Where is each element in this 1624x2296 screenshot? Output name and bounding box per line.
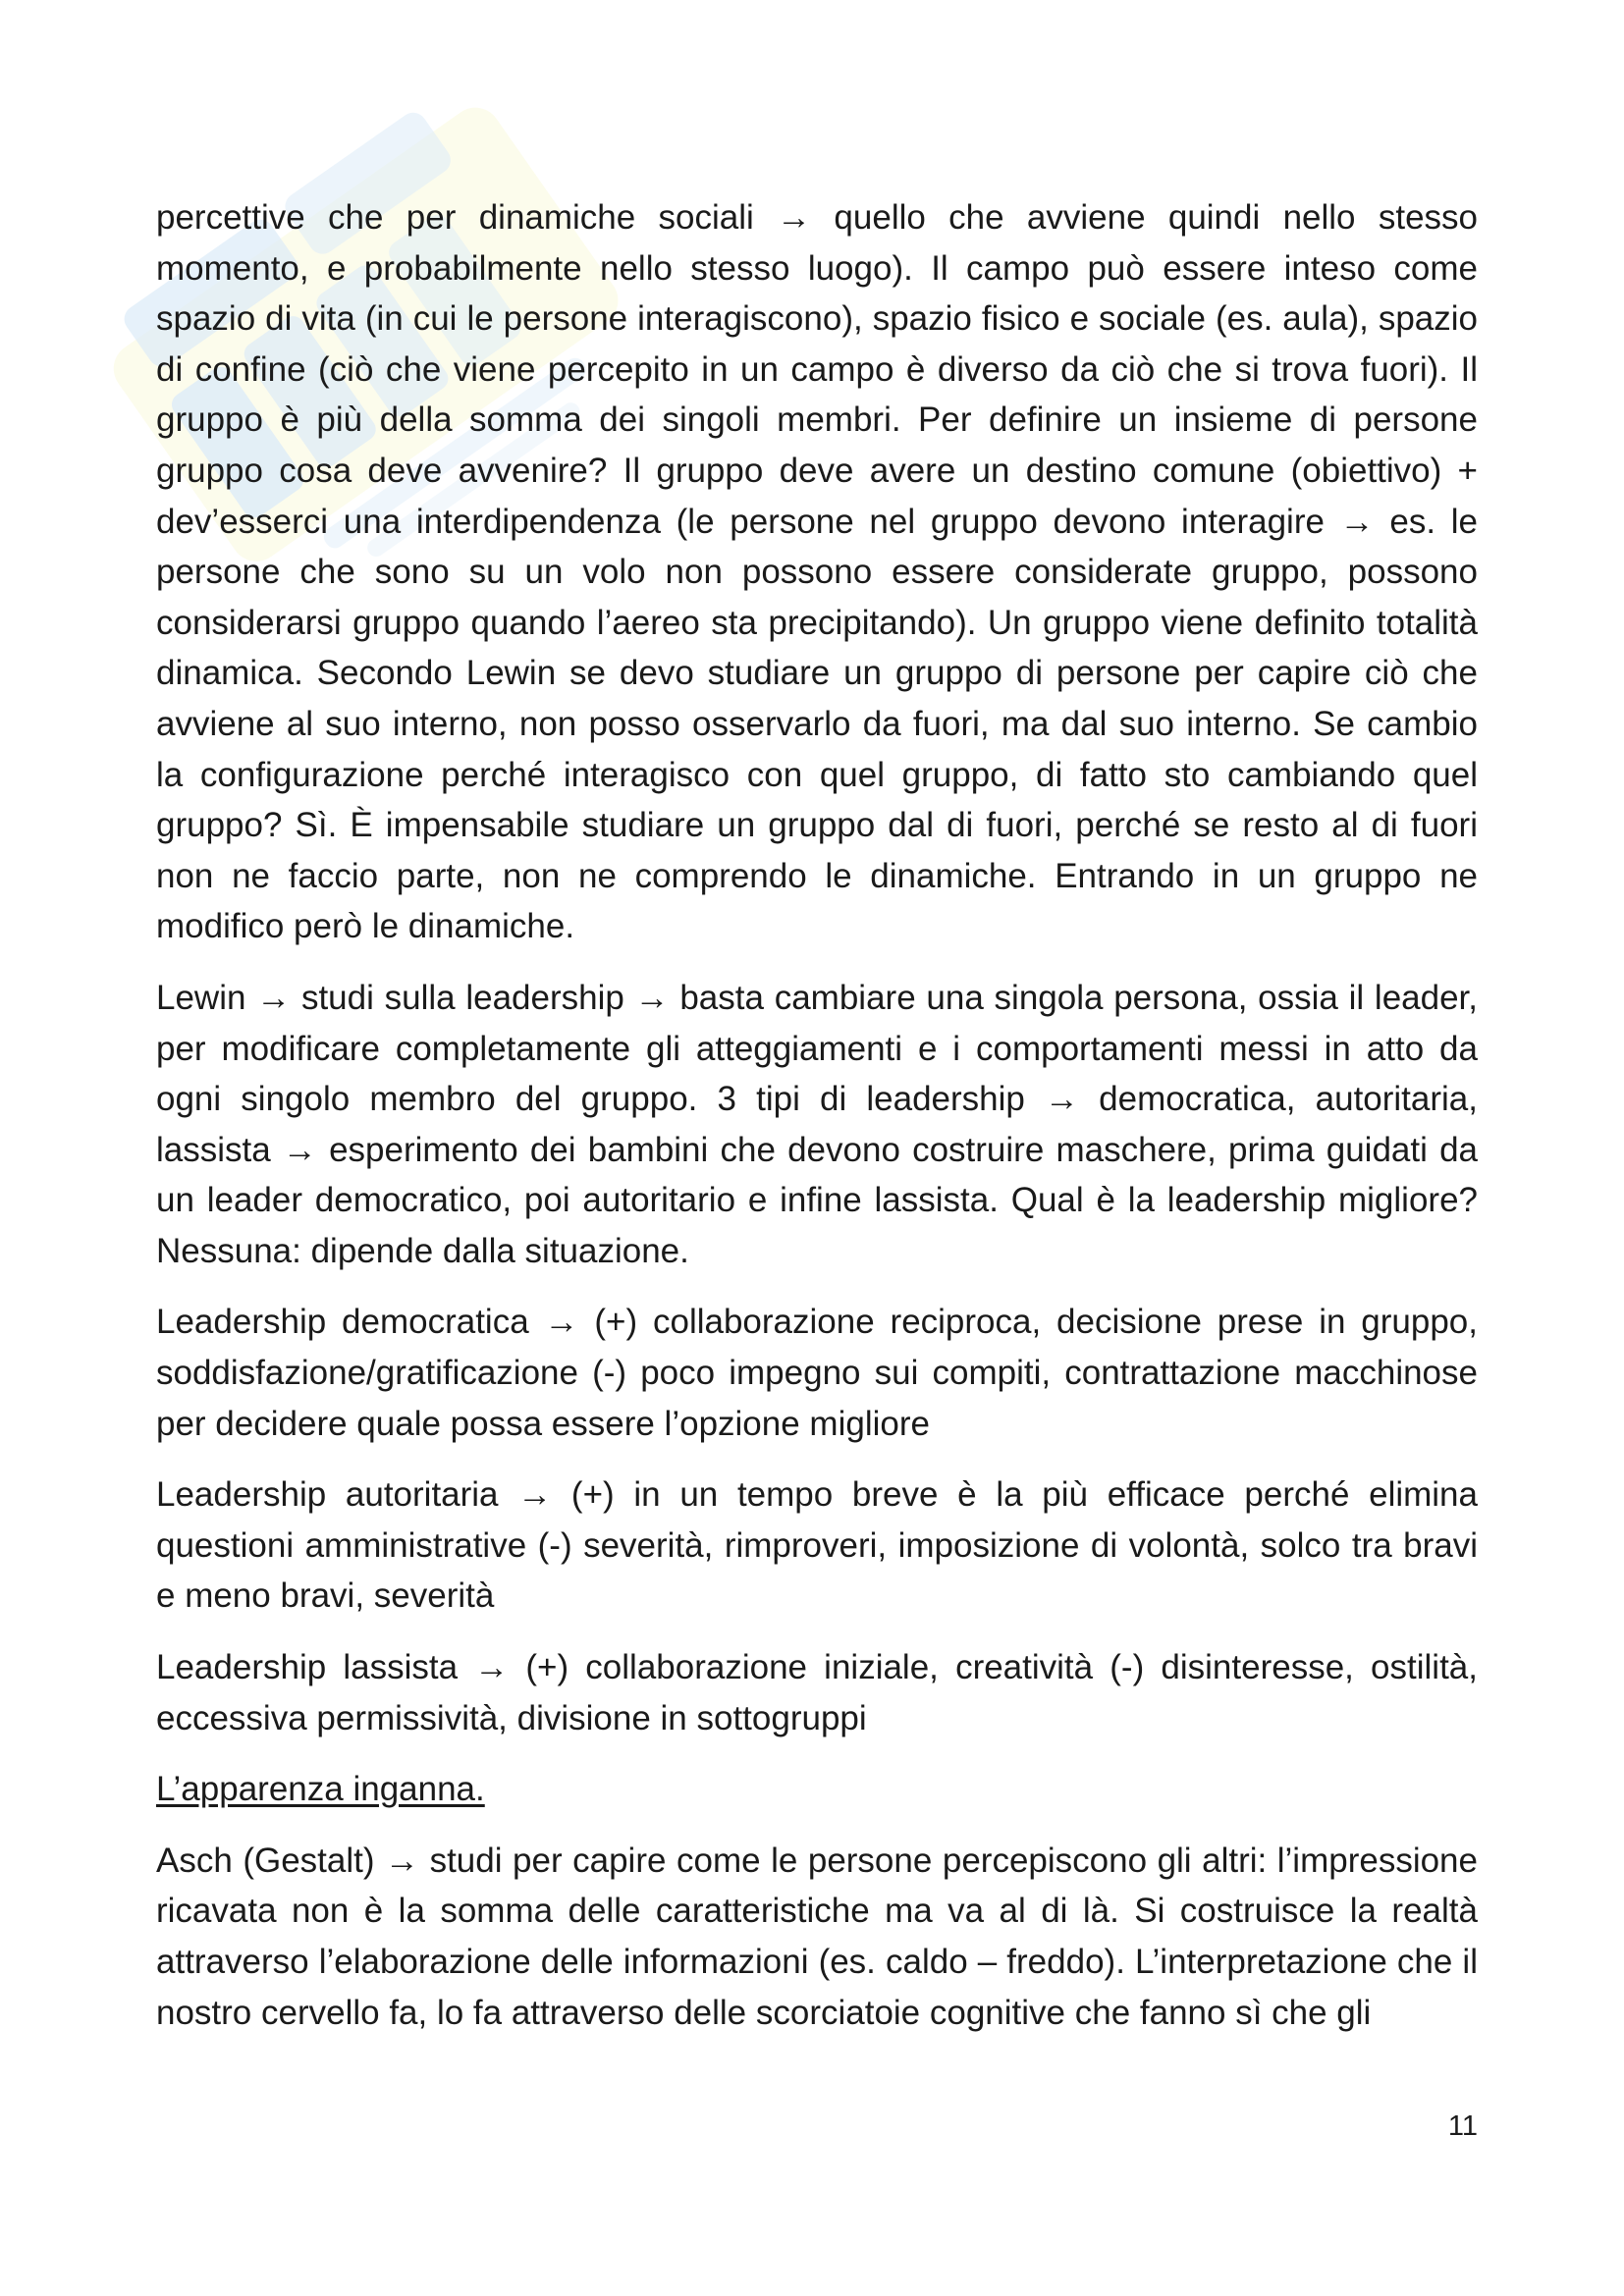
paragraph-leadership-lassista: Leadership lassista → (+) collaborazione iniziale, creatività (-) disinteresse, ostilità, eccessiva permissività, divisione in sottogruppi bbox=[156, 1648, 1478, 1737]
paragraph-asch: Asch (Gestalt) → studi per capire come le persone percepiscono gli altri: l’impressione ricavata non è la somma delle caratteristiche ma va al di là. Si costruisce la realtà attraverso l’elaborazione delle informazioni (es. caldo – freddo). L’interpretazione che il nostro cervello fa, lo fa attraverso delle scorciatoie cognitive che fanno sì che gli bbox=[156, 1841, 1478, 2032]
section-heading: L’apparenza inganna. bbox=[156, 1770, 485, 1809]
paragraph-campo-gruppo: percettive che per dinamiche sociali → quello che avviene quindi nello stesso momento, e probabilmente nello stesso luogo). Il campo può essere inteso come spazio di vita (in cui le persone interagiscono), spazio fisico e sociale (es. aula), spazio di confine (ciò che viene percepito in un campo è diverso da ciò che si trova fuori). Il gruppo è più della somma dei singoli membri. Per definire un insieme di persone gruppo cosa deve avvenire? Il gruppo deve avere un destino comune (obiettivo) + dev’esserci una interdipendenza (le persone nel gruppo devono interagire → es. le persone che sono su un volo non possono essere considerate gruppo, possono considerarsi gruppo quando l’aereo sta precipitando). Un gruppo viene definito totalità dinamica. Secondo Lewin se devo studiare un gruppo di persone per capire ciò che avviene al suo interno, non posso osservarlo da fuori, ma dal suo interno. Se cambio la configurazione perché interagisco con quel gruppo, di fatto sto cambiando quel gruppo? Sì. È impensabile studiare un gruppo dal di fuori, perché se resto al di fuori non ne faccio parte, non ne comprendo le dinamiche. Entrando in un gruppo ne modifico però le dinamiche. bbox=[156, 198, 1478, 946]
page-number: 11 bbox=[1447, 2110, 1478, 2142]
paragraph-lewin-leadership: Lewin → studi sulla leadership → basta cambiare una singola persona, ossia il leader, per modificare completamente gli atteggiamenti e i comportamenti messi in atto da ogni singolo membro del gruppo. 3 tipi di leadership → democratica, autoritaria, lassista → esperimento dei bambini che devono costruire maschere, prima guidati da un leader democratico, poi autoritario e infine lassista. Qual è la leadership migliore? Nessuna: dipende dalla situazione. bbox=[156, 978, 1478, 1270]
page-body bbox=[156, 192, 1478, 2058]
paragraph-leadership-autoritaria: Leadership autoritaria → (+) in un tempo breve è la più efficace perché elimina questioni amministrative (-) severità, rimproveri, imposizione di volontà, solco tra bravi e meno bravi, severità bbox=[156, 1475, 1478, 1616]
paragraph-leadership-democratica: Leadership democratica → (+) collaborazione reciproca, decisione prese in gruppo, soddisfazione/gratificazione (-) poco impegno sui compiti, contrattazione macchinose per decidere quale possa essere l’opzione migliore bbox=[156, 1303, 1478, 1443]
